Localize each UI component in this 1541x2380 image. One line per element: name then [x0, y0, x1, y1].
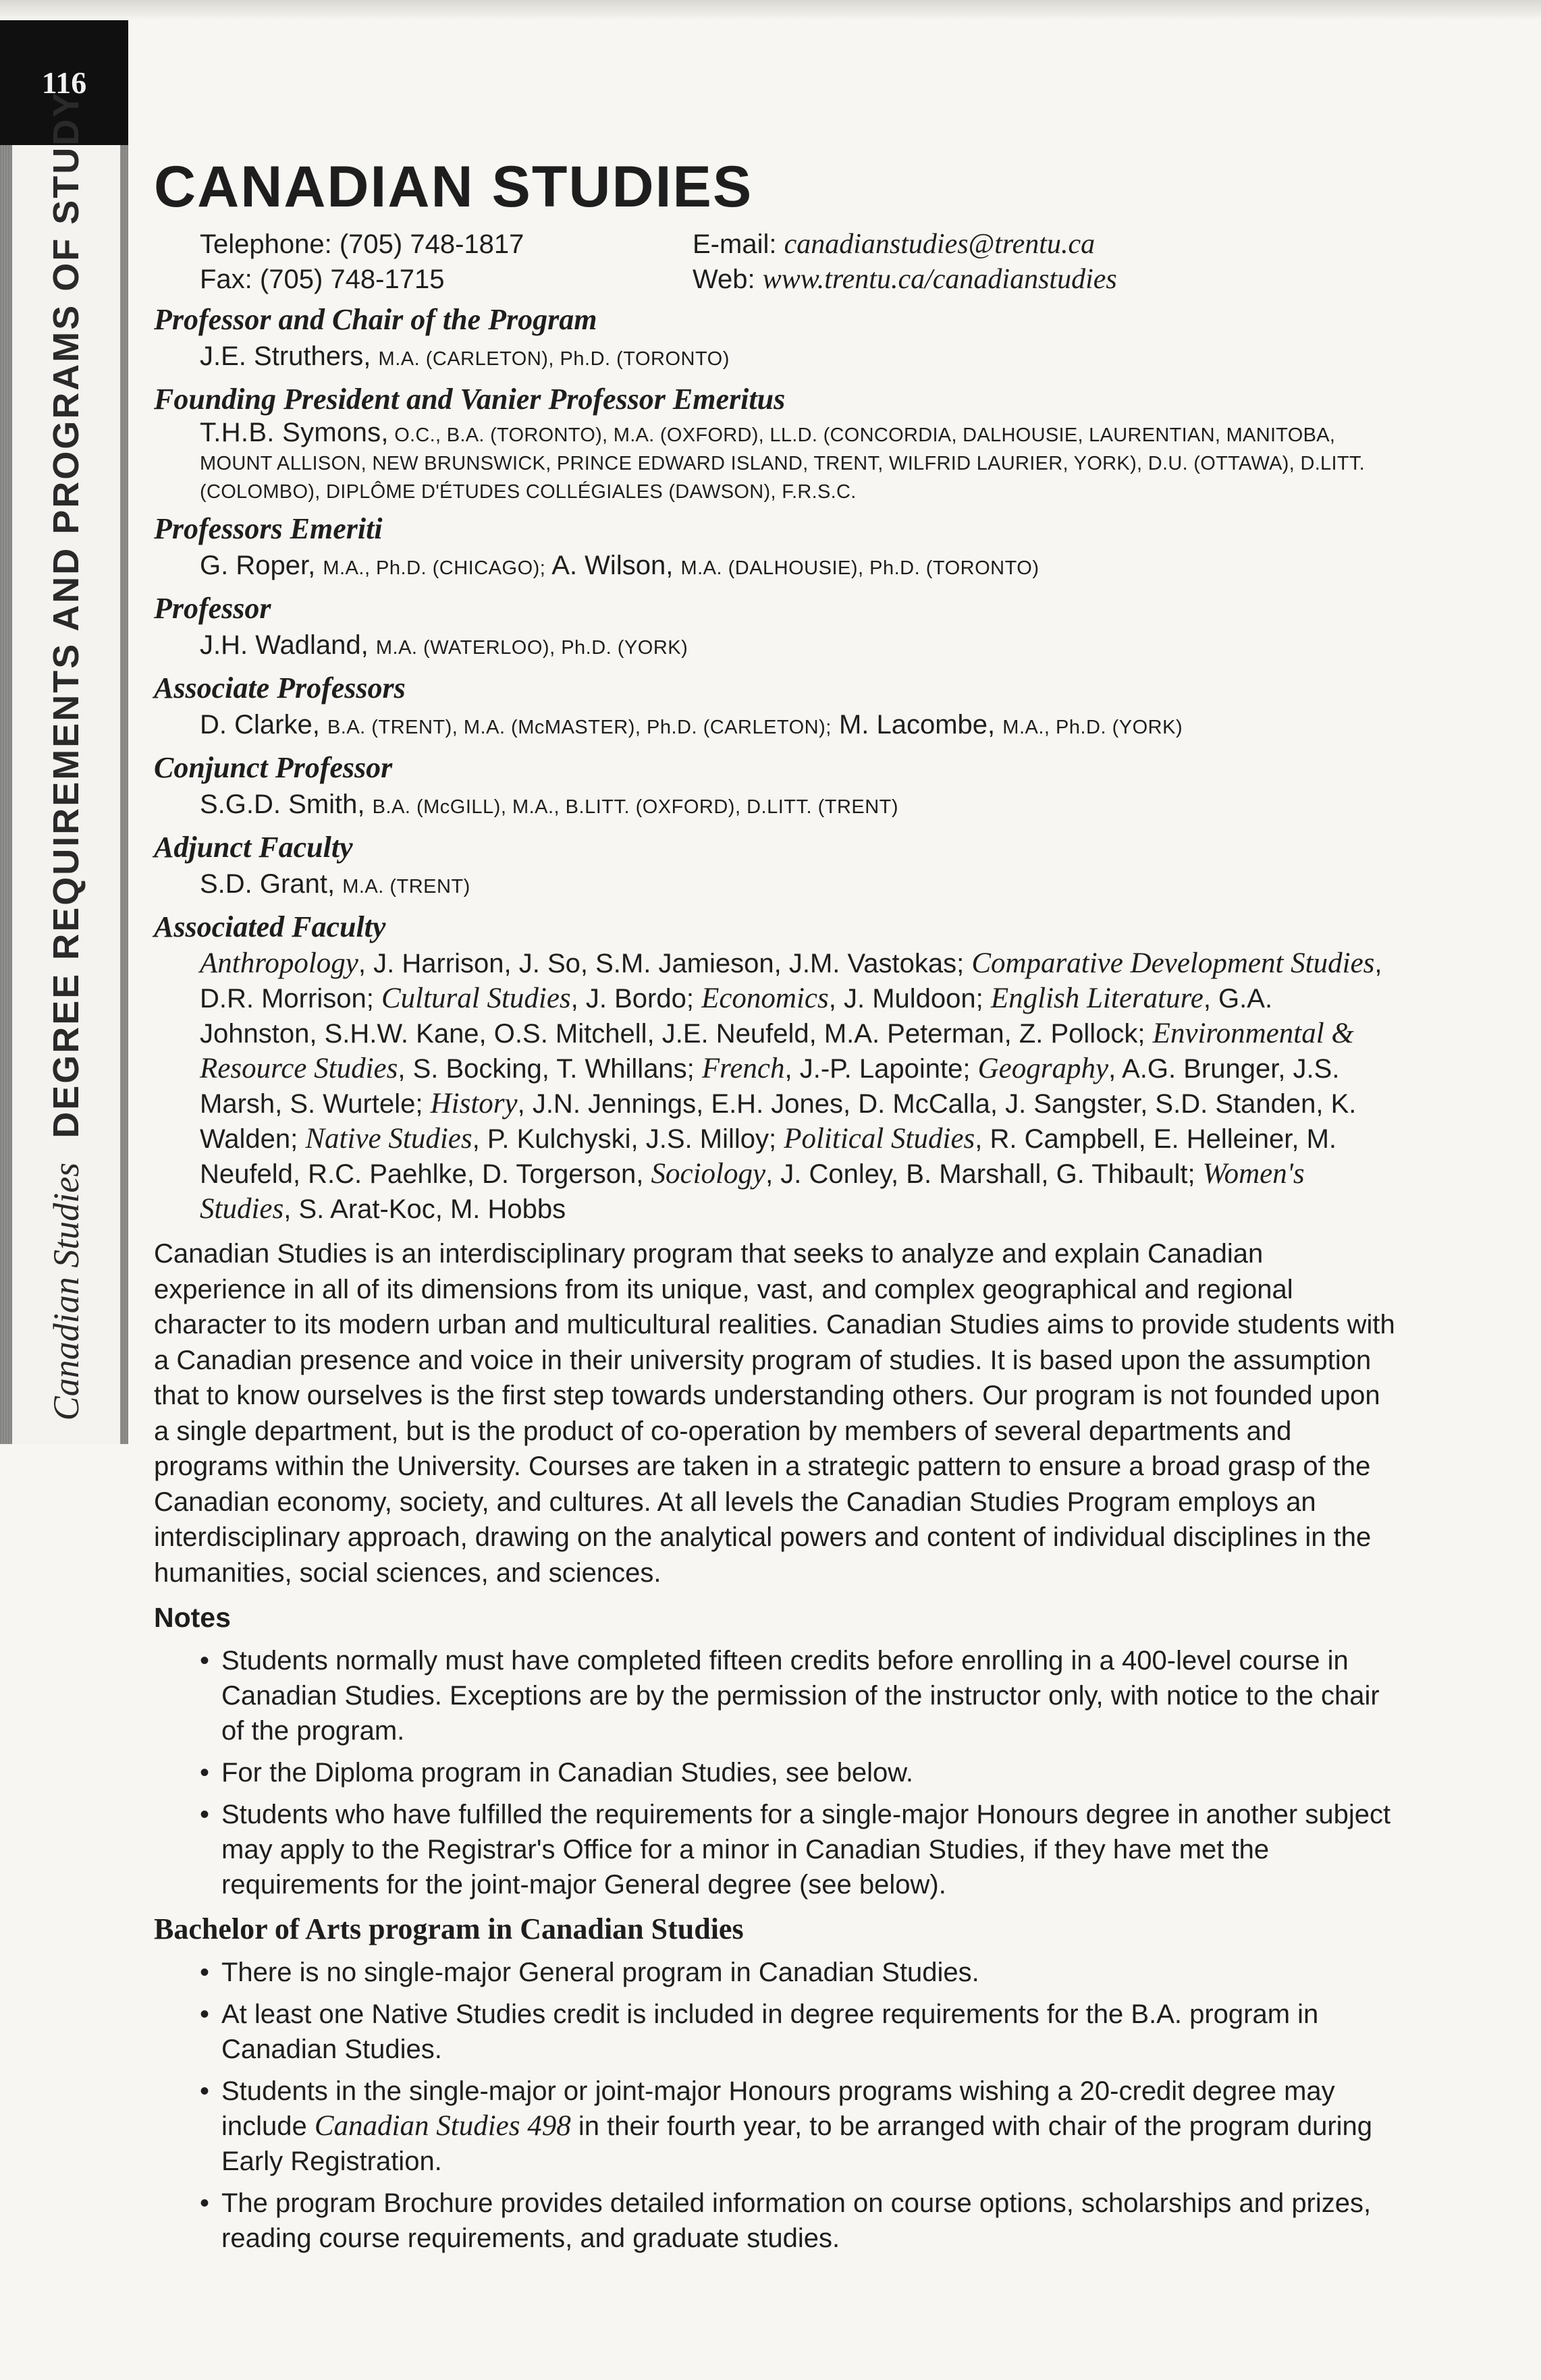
discipline-names: , P. Kulchyski, J.S. Milloy;: [472, 1124, 784, 1155]
side-tab-category: DEGREE REQUIREMENTS AND PROGRAMS OF STUDY: [46, 90, 86, 1138]
web-link[interactable]: www.trentu.ca/canadianstudies: [762, 264, 1117, 296]
professor-role: Professor: [154, 592, 271, 626]
discipline-label: English Literature: [990, 983, 1204, 1015]
associated-faculty-list: [154, 946, 1396, 1227]
course-reference: Canadian Studies 498: [314, 2110, 571, 2142]
bullet-icon: •: [200, 1999, 210, 2030]
bullet-icon: •: [200, 2188, 210, 2219]
professor-person: [154, 628, 1396, 665]
email-label: E-mail:: [693, 229, 777, 260]
emeriti-persons: [154, 548, 1396, 586]
note-text: For the Diploma program in Canadian Studies, see below.: [221, 1758, 913, 1788]
list-item: [200, 1643, 1396, 1748]
ba-heading: Bachelor of Arts program in Canadian Studies: [154, 1912, 744, 1946]
fax-label: Fax:: [200, 265, 252, 295]
discipline-label: Economics: [701, 983, 829, 1015]
telephone-label: Telephone:: [200, 229, 332, 260]
list-item: [200, 2074, 1396, 2179]
chair-person: [154, 339, 1396, 377]
notes-heading: Notes: [154, 1602, 231, 1634]
discipline-names: , S. Arat-Koc, M. Hobbs: [283, 1194, 566, 1225]
associate-degrees: M.A., Ph.D. (YORK): [1002, 717, 1183, 739]
list-item: [200, 1755, 1396, 1790]
adjunct-person: [154, 866, 1396, 904]
list-item: [200, 2186, 1396, 2256]
discipline-label: History: [430, 1088, 518, 1120]
discipline-names: , J.-P. Lapointe;: [784, 1054, 978, 1084]
email-line: [693, 227, 1368, 262]
founding-person: [154, 418, 1396, 506]
discipline-label: Geography: [977, 1053, 1109, 1085]
discipline-names: , J.N. Jennings, E.H. Jones, D. McCalla, J. Sangster, S.D. Standen, K. Walden;: [200, 1089, 1357, 1155]
founding-name: T.H.B. Symons,: [200, 418, 389, 448]
discipline-names: , J. Muldoon;: [828, 984, 991, 1014]
note-text: Students normally must have completed fifteen credits before enrolling in a 400-level course in Canadian Studies. Exceptions are by the permission of the instructor only, with notice to the chair of the program.: [221, 1646, 1380, 1746]
conjunct-person: [154, 787, 1396, 825]
bullet-icon: •: [200, 1958, 210, 1988]
bullet-icon: •: [200, 1800, 210, 1830]
professor-name: J.H. Wadland,: [200, 630, 369, 661]
fax-value: (705) 748-1715: [259, 265, 445, 295]
discipline-label: Anthropology: [200, 947, 358, 980]
notes-list: [154, 1643, 1396, 1902]
ba-text: The program Brochure provides detailed information on course options, scholarships and prizes, reading course requirements, and graduate studies.: [221, 2188, 1372, 2254]
associate-degrees: B.A. (TRENT), M.A. (McMASTER), Ph.D. (CARLETON);: [327, 717, 832, 739]
main-content: [154, 157, 1396, 2256]
ba-text: in their fourth year, to be arranged with chair of the program during Early Registration.: [221, 2111, 1373, 2177]
ba-list: [154, 1955, 1396, 2256]
bullet-icon: •: [200, 1646, 210, 1676]
list-item: [200, 1997, 1396, 2067]
emeriti-degrees: M.A. (DALHOUSIE), Ph.D. (TORONTO): [680, 557, 1039, 580]
discipline-names: , A.G. Brunger, J.S. Marsh, S. Wurtele;: [200, 1054, 1340, 1119]
professor-degrees: M.A. (WATERLOO), Ph.D. (YORK): [375, 637, 688, 659]
discipline-label: French: [701, 1053, 785, 1085]
discipline-label: Environmental & Resource Studies: [200, 1018, 1354, 1085]
side-tab-label: [45, 91, 87, 1421]
founding-degrees: O.C., B.A. (TORONTO), M.A. (OXFORD), LL.D. (CONCORDIA, DALHOUSIE, LAURENTIAN, MANITOBA, MOUNT ALLISON, NEW BRUNSWICK, PRINCE EDWARD ISLAND, TRENT, WILFRID LAURIER, YORK), D.U. (OTTAWA), D.LITT. (COLOMBO), DIPLÔME D'ÉTUDES COLLÉGIALES (DAWSON), F.R.S.C.: [200, 424, 1366, 503]
ba-text: At least one Native Studies credit is included in degree requirements for the B.A. program in Canadian Studies.: [221, 1999, 1319, 2065]
emeriti-name: A. Wilson,: [551, 551, 674, 581]
discipline-label: Comparative Development Studies: [971, 947, 1375, 980]
adjunct-name: S.D. Grant,: [200, 869, 335, 900]
discipline-label: Cultural Studies: [381, 983, 571, 1015]
associate-persons: [154, 707, 1396, 745]
adjunct-role: Adjunct Faculty: [154, 831, 353, 864]
scan-top-edge: [0, 0, 1541, 20]
discipline-names: , S. Bocking, T. Whillans;: [398, 1054, 702, 1084]
discipline-names: , J. Conley, B. Marshall, G. Thibault;: [765, 1159, 1203, 1190]
bullet-icon: •: [200, 2076, 210, 2107]
conjunct-role: Conjunct Professor: [154, 751, 393, 785]
discipline-names: , R. Campbell, E. Helleiner, M. Neufeld, R.C. Paehlke, D. Torgerson,: [200, 1124, 1337, 1190]
page-number: 116: [41, 65, 87, 100]
discipline-names: , J. Bordo;: [570, 984, 702, 1014]
conjunct-name: S.G.D. Smith,: [200, 790, 365, 820]
chair-role: Professor and Chair of the Program: [154, 303, 597, 337]
conjunct-degrees: B.A. (McGILL), M.A., B.LITT. (OXFORD), D.LITT. (TRENT): [372, 796, 899, 819]
telephone-line: [200, 227, 693, 262]
emeriti-role: Professors Emeriti: [154, 512, 383, 546]
web-label: Web:: [693, 265, 755, 295]
discipline-names: , D.R. Morrison;: [200, 949, 1382, 1014]
emeriti-name: G. Roper,: [200, 551, 316, 581]
associate-name: M. Lacombe,: [838, 710, 996, 740]
fax-line: [200, 262, 693, 297]
ba-text: There is no single-major General program in Canadian Studies.: [221, 1958, 979, 1988]
discipline-label: Native Studies: [305, 1123, 472, 1155]
chair-name: J.E. Struthers,: [200, 341, 371, 372]
side-tab-section: Canadian Studies: [46, 1162, 86, 1421]
discipline-label: Political Studies: [784, 1123, 975, 1155]
associate-role: Associate Professors: [154, 671, 406, 705]
ba-text: Students in the single-major or joint-major Honours programs wishing a 20-credit degree may include: [221, 2076, 1335, 2142]
bullet-icon: •: [200, 1758, 210, 1788]
discipline-names: , J. Harrison, J. So, S.M. Jamieson, J.M. Vastokas;: [358, 949, 972, 979]
discipline-label: Women's Studies: [200, 1158, 1305, 1225]
contact-block: [154, 227, 1396, 297]
chair-degrees: M.A. (CARLETON), Ph.D. (TORONTO): [378, 348, 730, 370]
discipline-names: , G.A. Johnston, S.H.W. Kane, O.S. Mitchell, J.E. Neufeld, M.A. Peterman, Z. Pollock;: [200, 984, 1273, 1049]
telephone-value: (705) 748-1817: [339, 229, 524, 260]
web-line: [693, 262, 1368, 297]
email-link[interactable]: canadianstudies@trentu.ca: [784, 229, 1096, 260]
discipline-label: Sociology: [651, 1158, 766, 1190]
intro-paragraph: Canadian Studies is an interdisciplinary program that seeks to analyze and explain Canadian experience in all of its dimensions from its unique, vast, and complex geographical and regional character to its modern urban and multicultural realities. Canadian Studies aims to provide students with a Canadian presence and voice in their university program of studies. It is based upon the assumption that to know ourselves is the first step towards understanding others. Our program is not founded upon a single department, but is the product of co-operation by members of several departments and programs within the University. Courses are taken in a strategic pattern to ensure a broad grasp of the Canadian economy, society, and cultures. At all levels the Canadian Studies Program employs an interdisciplinary approach, drawing on the analytical powers and content of individual disciplines in the humanities, social sciences, and sciences.: [154, 1239, 1395, 1588]
list-item: [200, 1797, 1396, 1902]
adjunct-degrees: M.A. (TRENT): [342, 876, 470, 898]
list-item: [200, 1955, 1396, 1990]
founding-role: Founding President and Vanier Professor Emeritus: [154, 383, 786, 416]
note-text: Students who have fulfilled the requirements for a single-major Honours degree in another subject may apply to the Registrar's Office for a minor in Canadian Studies, if they have met the requirements for the joint-major General degree (see below).: [221, 1800, 1391, 1900]
emeriti-degrees: M.A., Ph.D. (CHICAGO);: [323, 557, 546, 580]
associate-name: D. Clarke,: [200, 710, 320, 740]
page-title: CANADIAN STUDIES: [154, 155, 753, 219]
associated-role: Associated Faculty: [154, 910, 386, 944]
